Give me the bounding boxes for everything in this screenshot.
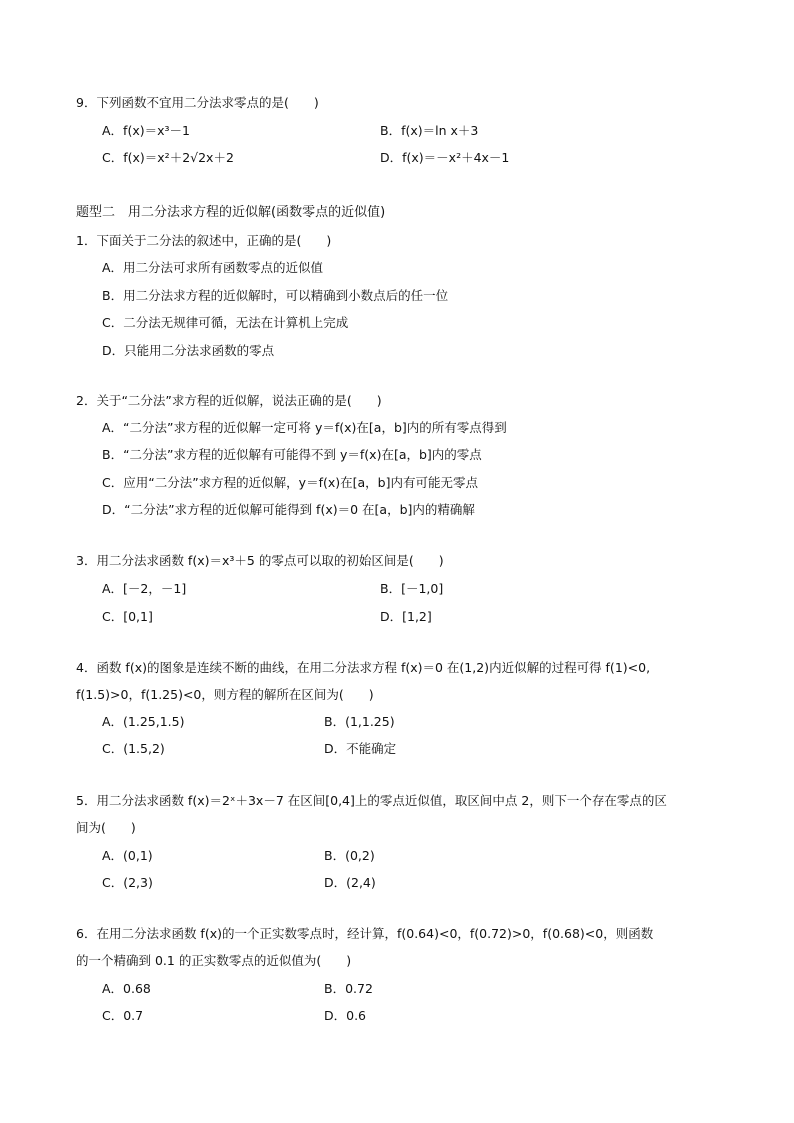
question-3-stem: 3．用二分法求函数 f(x)＝x³＋5 的零点可以取的初始区间是( ) <box>76 553 444 568</box>
question-3-option-b: B．[－1,0] <box>380 581 444 596</box>
question-5-option-a: A．(0,1) <box>102 848 153 863</box>
question-6-option-d: D．0.6 <box>324 1008 367 1023</box>
question-5-option-b: B．(0,2) <box>324 848 375 863</box>
question-6-option-c: C．0.7 <box>102 1008 144 1023</box>
question-5-stem-line-1: 5．用二分法求函数 f(x)＝2ˣ＋3x－7 在区间[0,4]上的零点近似值，取区间中点 2，则下一个存在零点的区 <box>76 793 667 808</box>
question-4-option-d: D．不能确定 <box>324 741 397 756</box>
question-4-stem-line-2: f(1.5)>0，f(1.25)<0，则方程的解所在区间为( ) <box>76 687 374 702</box>
question-9-option-a: A．f(x)＝x³－1 <box>102 123 190 138</box>
question-9-option-c: C．f(x)＝x²＋2√2x＋2 <box>102 150 234 165</box>
question-2-option-b: B．“二分法”求方程的近似解有可能得不到 y＝f(x)在[a，b]内的零点 <box>102 447 482 462</box>
question-6-option-a: A．0.68 <box>102 981 151 996</box>
question-9-option-d: D．f(x)＝－x²＋4x－1 <box>380 150 510 165</box>
question-5-option-c: C．(2,3) <box>102 875 153 890</box>
question-4-option-c: C．(1.5,2) <box>102 741 165 756</box>
section-title: 题型二 用二分法求方程的近似解(函数零点的近似值) <box>76 205 386 220</box>
question-3-option-c: C．[0,1] <box>102 609 153 624</box>
question-1-option-b: B．用二分法求方程的近似解时，可以精确到小数点后的任一位 <box>102 288 449 303</box>
question-2-option-d: D．“二分法”求方程的近似解可能得到 f(x)＝0 在[a，b]内的精确解 <box>102 502 475 517</box>
question-1-stem: 1．下面关于二分法的叙述中，正确的是( ) <box>76 233 332 248</box>
question-6-stem-line-2: 的一个精确到 0.1 的正实数零点的近似值为( ) <box>76 953 352 968</box>
question-6-stem-line-1: 6．在用二分法求函数 f(x)的一个正实数零点时，经计算，f(0.64)<0，f(0.72)>0，f(0.68)<0，则函数 <box>76 926 654 941</box>
question-1-option-a: A．用二分法可求所有函数零点的近似值 <box>102 260 324 275</box>
question-3-option-a: A．[－2，－1] <box>102 581 187 596</box>
question-5-option-d: D．(2,4) <box>324 875 376 890</box>
question-4-option-a: A．(1.25,1.5) <box>102 714 185 729</box>
question-9-option-b: B．f(x)＝ln x＋3 <box>380 123 479 138</box>
question-4-stem-line-1: 4．函数 f(x)的图象是连续不断的曲线，在用二分法求方程 f(x)＝0 在(1,2)内近似解的过程可得 f(1)<0, <box>76 660 651 675</box>
question-4-option-b: B．(1,1.25) <box>324 714 395 729</box>
question-6-option-b: B．0.72 <box>324 981 373 996</box>
question-3-option-d: D．[1,2] <box>380 609 432 624</box>
question-1-option-d: D．只能用二分法求函数的零点 <box>102 343 275 358</box>
question-1-option-c: C．二分法无规律可循，无法在计算机上完成 <box>102 315 349 330</box>
question-9-stem: 9．下列函数不宜用二分法求零点的是( ) <box>76 95 319 110</box>
question-5-stem-line-2: 间为( ) <box>76 820 136 835</box>
question-2-option-a: A．“二分法”求方程的近似解一定可将 y＝f(x)在[a，b]内的所有零点得到 <box>102 420 507 435</box>
question-2-stem: 2．关于“二分法”求方程的近似解，说法正确的是( ) <box>76 393 382 408</box>
question-2-option-c: C．应用“二分法”求方程的近似解，y＝f(x)在[a，b]内有可能无零点 <box>102 475 478 490</box>
